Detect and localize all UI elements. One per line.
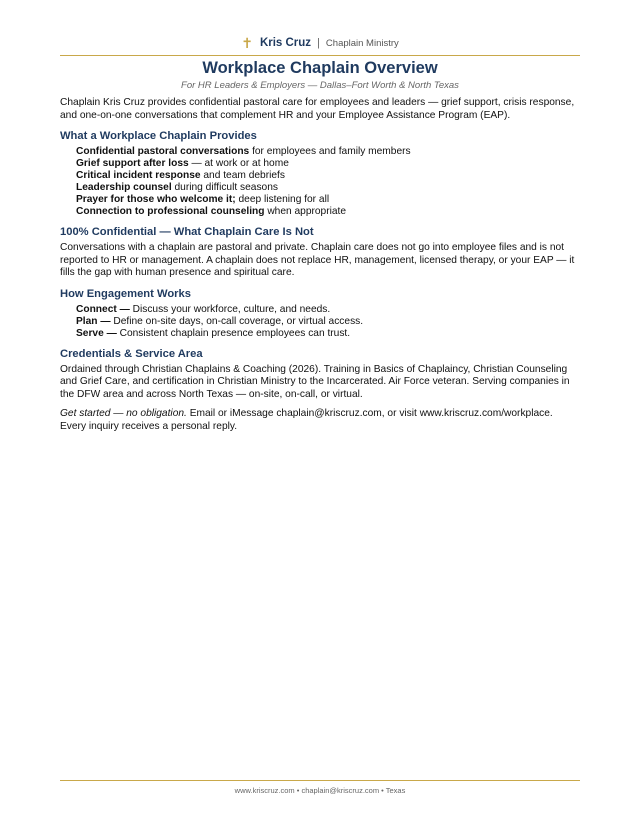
confidential-paragraph: Conversations with a chaplain are pastoral and private. Chaplain care does not go into employee files and is not reported to HR or management. A chaplain does not replace HR, management, licensed therapy, or your EAP — it fills the gap with human presence and spiritual care. — [60, 242, 575, 278]
item-bold: Critical incident response — [76, 170, 201, 181]
item-bold: Connection to professional counseling — [76, 206, 265, 217]
item-text: when appropriate — [264, 206, 347, 217]
credentials-paragraph: Ordained through Christian Chaplains & Coaching (2026). Training in Basics of Chaplaincy, Christian Counseling and Grief Care, and certification in Christian Ministry to the Incarcerated. Air Force veteran. Serving companies in the DFW area and across North Texas — on-site, on-call, or virtual. — [60, 363, 570, 400]
page-footer: www.kriscruz.com • chaplain@kriscruz.com • Texas — [60, 780, 580, 795]
page-header — [60, 33, 580, 56]
cta-text: Email or iMessage chaplain@kriscruz.com, or visit www.kriscruz.com/workplace. Every inquiry receives a personal reply. — [60, 408, 553, 432]
item-bold: Prayer for those who welcome it; — [76, 194, 236, 205]
cross-icon: ✝ — [241, 35, 253, 51]
item-text: Consistent chaplain presence employees can trust. — [116, 327, 351, 339]
item-text: for employees and family members — [249, 146, 411, 157]
list-item — [76, 146, 580, 158]
credentials-heading: Credentials & Service Area — [60, 347, 203, 360]
list-item — [76, 182, 580, 194]
list-item — [76, 158, 580, 170]
list-item — [76, 170, 580, 182]
list-item — [76, 328, 580, 340]
item-text: Define on-site days, on-call coverage, or virtual access. — [110, 315, 364, 327]
provides-heading: What a Workplace Chaplain Provides — [60, 130, 257, 142]
intro-paragraph: Chaplain Kris Cruz provides confidential pastoral care for employees and leaders — grief support, crisis response, and one-on-one conversations that complement HR and your Employee Assistance Program (EAP). — [60, 97, 575, 121]
confidential-heading: 100% Confidential — What Chaplain Care Is Not — [60, 226, 314, 238]
item-text: — at work or at home — [188, 158, 289, 169]
page-title: Workplace Chaplain Overview — [202, 59, 438, 77]
list-item — [76, 206, 580, 218]
engagement-heading: How Engagement Works — [60, 287, 191, 300]
item-text: during difficult seasons — [171, 182, 278, 193]
item-bold: Grief support after loss — [76, 158, 189, 169]
brand-name: Kris Cruz — [259, 37, 312, 49]
list-item — [76, 316, 580, 328]
header-separator: | — [317, 37, 320, 49]
item-bold: Confidential pastoral conversations — [76, 146, 250, 157]
list-item — [76, 194, 580, 206]
provides-list — [60, 146, 580, 218]
item-bold: Serve — — [76, 327, 117, 339]
page-subtitle: For HR Leaders & Employers — Dallas–Fort Worth & North Texas — [181, 80, 459, 91]
brand-subtitle: Chaplain Ministry — [325, 37, 399, 49]
engagement-list — [60, 304, 580, 340]
cta-italic: Get started — no obligation. — [60, 408, 187, 419]
item-bold: Connect — — [76, 303, 130, 315]
item-text: and team debriefs — [200, 170, 285, 181]
item-text: deep listening for all — [235, 194, 330, 205]
item-bold: Plan — — [76, 315, 111, 327]
item-bold: Leadership counsel — [76, 182, 172, 193]
document-body — [60, 58, 580, 433]
item-text: Discuss your workforce, culture, and needs. — [129, 303, 331, 315]
list-item — [76, 304, 580, 316]
call-to-action — [60, 408, 580, 433]
